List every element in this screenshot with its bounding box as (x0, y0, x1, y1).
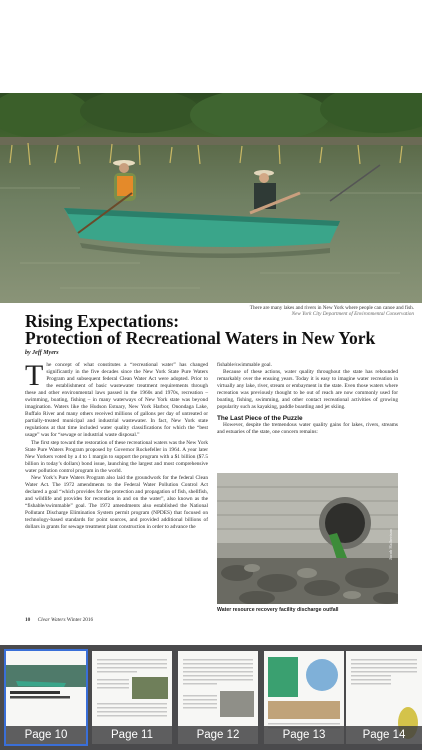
article-title (25, 313, 405, 347)
drop-cap: T (25, 359, 44, 392)
paragraph-r2: Because of these actions, water quality throughout the state has rebounded remarkably over the ensuing years. Today it is easy to imagine water recreation in virtually any lake, river, stream or embayment in the state. Even those waters where recreation was previously thought to be out of reach are now commonly used for boating, fishing, swimming, and other contact recreational activities of growing popularity such as kayaking, paddle boarding and jet skiing. (217, 369, 398, 411)
thumbnail-page-13[interactable] (264, 651, 344, 744)
title-line-1: Rising Expectations: (25, 311, 180, 331)
hero-photo (0, 93, 422, 303)
thumbnail-label: Page 10 (6, 726, 86, 744)
hero-credit: New York City Department of Environmental Conservation (291, 311, 414, 318)
paragraph-3: New York’s Pure Waters Program also laid the groundwork for the federal Clean Water Act. The 1972 amendments to the Federal Water Pollution Control Act declared a goal “which provides for the protection and propagation of fish, shellfish, and wildlife and provides for recreation in and on the water”, also known as the “fishable/swimmable” goal. The 1972 amendments also established the National Pollutant Discharge Elimination System permit program (NPDES) that focused on technology-based standards for point sources, and provided additional billions of dollars in grants for sewage treatment plant construction in order to advance the (25, 474, 208, 531)
outfall-photo-caption: Water resource recovery facility discharge outfall (217, 607, 339, 613)
page-thumbnail-strip (0, 645, 422, 750)
paragraph-1 (25, 359, 208, 440)
hero-caption-text: There are many lakes and rivers in New York where people can canoe and fish. (249, 305, 414, 311)
thumbnail-page-12[interactable] (178, 651, 258, 744)
article-column-left (25, 359, 208, 531)
title-line-2: Protection of Recreational Waters in New York (25, 328, 376, 348)
paragraph-2: The first step toward the restoration of these recreational waters was the New York State Pure Waters Program proposed by Governor Rockefeller in 1964. A year later New Yorkers voted by a 4 to 1 margin to support the program with a $1 billion ($7.5 billion in today’s dollars) bond issue, launching the largest and most comprehensive water pollution control program in the world. (25, 439, 208, 474)
thumbnail-page-11[interactable] (92, 651, 172, 744)
footer-issue: Winter 2016 (66, 617, 94, 623)
paragraph-r3: However, despite the tremendous water quality gains for lakes, rivers, streams and estuaries of the state, one concern remains: (217, 422, 398, 436)
article-column-right (217, 362, 398, 436)
thumbnail-label: Page 12 (178, 726, 258, 744)
footer-page-number: 10 (25, 617, 31, 623)
thumbnail-label: Page 13 (264, 726, 344, 744)
thumbnail-page-14[interactable] (346, 651, 422, 744)
section-subhead: The Last Piece of the Puzzle (217, 415, 303, 423)
page-footer (25, 617, 93, 623)
outfall-photo-credit: Jacob Halbertson (388, 528, 393, 560)
paragraph-r1: fishable/swimmable goal. (217, 362, 272, 368)
outfall-photo (217, 473, 398, 604)
top-blank-area (0, 0, 422, 93)
footer-publication: Clear Waters (37, 617, 66, 623)
thumbnail-label: Page 11 (92, 726, 172, 744)
paragraph-1-text: he concept of what constitutes a “recreational water” has changed significantly in the five decades since the New York State Pure Waters Program and subsequent federal Clean Water Act were adopted. Prior to the establishment of basic wastewater treatment requirements through these and other environmental laws passed in the 1960s and 1970s, recreation – swimming, boating, fishing – in many waterways of New York state was beyond imagination. Waters like the Hudson Estuary, New York Harbor, Onondaga Lake, Buffalo River and many others received millions of gallons per day of untreated or partially-treated municipal and industrial wastewater. In fact, New York state regulations at that time included water quality classifications for which the “best usage” was for “sewage or industrial waste disposal.” (25, 362, 208, 439)
byline: by Jeff Myers (25, 350, 59, 356)
thumbnail-label: Page 14 (346, 726, 422, 744)
thumbnail-page-10[interactable] (6, 651, 86, 744)
